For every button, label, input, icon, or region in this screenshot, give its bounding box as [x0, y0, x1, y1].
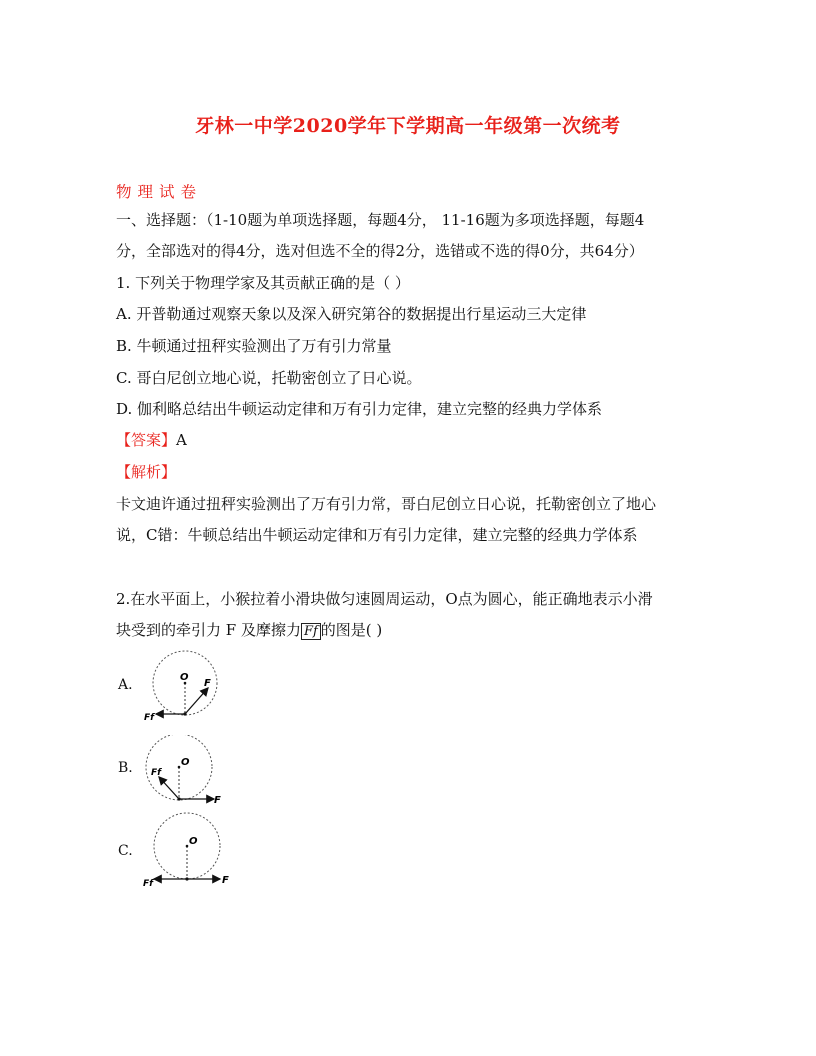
- subject-label: 物理试卷: [116, 183, 203, 201]
- question-2-option-b-label: B.: [118, 760, 133, 776]
- stem-text-post: 的图是( ): [320, 621, 383, 639]
- question-1-analysis-line-1: 卡文迪许通过扭秤实验测出了万有引力常，哥白尼创立日心说，托勒密创立了地心: [116, 495, 657, 513]
- question-2-option-a-label: A.: [118, 677, 133, 693]
- friction-symbol-box: Ff: [301, 623, 321, 640]
- force-f-label: F: [222, 875, 229, 886]
- friction-label: Ff: [143, 879, 154, 889]
- question-2-stem-line-2: [116, 620, 382, 640]
- diagram-a: [140, 648, 230, 728]
- force-f-arrow: [185, 688, 208, 714]
- question-1-analysis-tag: 【解析】: [116, 463, 177, 481]
- force-f-label: F: [204, 678, 211, 689]
- question-1-analysis-line-2: 说，C错：牛顿总结出牛顿运动定律和万有引力定律，建立完整的经典力学体系: [116, 526, 638, 544]
- document-title: 牙林一中学2020学年下学期高一年级第一次统考: [195, 115, 621, 137]
- question-2-option-c-label: C.: [118, 843, 133, 859]
- force-f-label: F: [214, 795, 221, 806]
- section-header-line-1: 一、选择题：（1-10题为单项选择题，每题4分， 11-16题为多项选择题，每题4: [116, 211, 645, 229]
- question-1-option-d: D. 伽利略总结出牛顿运动定律和万有引力定律，建立完整的经典力学体系: [116, 400, 603, 418]
- center-label: O: [181, 757, 190, 768]
- friction-label: Ff: [151, 768, 162, 778]
- stem-text-pre: 块受到的牵引力 F 及摩擦力: [116, 621, 301, 639]
- answer-value: A: [176, 431, 187, 449]
- center-label: O: [180, 672, 189, 683]
- question-1-option-a: A. 开普勒通过观察天象以及深入研究第谷的数据提出行星运动三大定律: [116, 305, 587, 323]
- friction-label: Ff: [144, 713, 155, 723]
- section-header-line-2: 分，全部选对的得4分，选对但选不全的得2分，选错或不选的得0分，共64分）: [116, 242, 644, 260]
- question-2-stem-line-1: 2.在水平面上，小猴拉着小滑块做匀速圆周运动，O点为圆心，能正确地表示小滑: [116, 590, 653, 608]
- center-point: [186, 845, 189, 848]
- answer-tag: 【答案】: [116, 431, 177, 449]
- diagram-b: [138, 735, 228, 810]
- center-point: [178, 766, 181, 769]
- question-1-answer: [116, 430, 187, 450]
- diagram-c: [140, 810, 240, 890]
- question-1-option-b: B. 牛顿通过扭秤实验测出了万有引力常量: [116, 337, 392, 355]
- question-1-option-c: C. 哥白尼创立地心说，托勒密创立了日心说。: [116, 369, 422, 387]
- center-label: O: [189, 836, 198, 847]
- question-1-stem: 1. 下列关于物理学家及其贡献正确的是（ ）: [116, 274, 410, 292]
